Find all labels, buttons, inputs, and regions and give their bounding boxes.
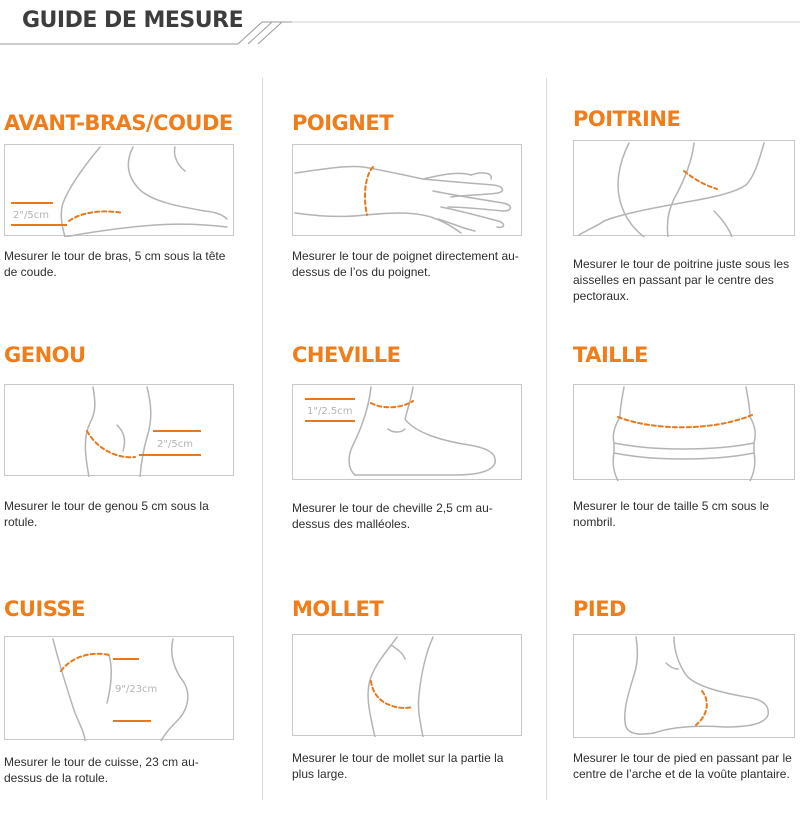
section-title: POITRINE <box>573 107 681 131</box>
section-chest <box>573 106 800 346</box>
section-title: PIED <box>573 597 626 621</box>
knee-illustration <box>4 384 234 476</box>
section-description: Mesurer le tour de cuisse, 23 cm au-dessus de la rotule. <box>4 755 199 785</box>
thigh-measure-label: 9"/23cm <box>115 684 158 695</box>
section-waist <box>573 342 800 582</box>
forearm-illustration <box>4 144 234 236</box>
waist-illustration <box>573 384 795 480</box>
section-ankle <box>292 342 532 582</box>
section-description: Mesurer le tour de bras, 5 cm sous la tête de coude. <box>4 249 226 279</box>
section-calf <box>292 596 532 836</box>
section-description: Mesurer le tour de taille 5 cm sous le nombril. <box>573 499 770 529</box>
calf-illustration <box>292 634 522 736</box>
ankle-measure-label: 1"/2.5cm <box>307 406 353 417</box>
header <box>0 0 800 50</box>
section-description: Mesurer le tour de genou 5 cm sous la rotule. <box>4 499 209 529</box>
page-title: GUIDE DE MESURE <box>22 8 244 33</box>
section-description: Mesurer le tour de poitrine juste sous les aisselles en passant par le centre des pectoraux. <box>573 257 790 303</box>
section-thigh <box>4 596 244 836</box>
ankle-illustration <box>292 384 522 480</box>
section-knee <box>4 342 244 582</box>
foot-illustration <box>573 634 795 738</box>
section-foot <box>573 596 800 836</box>
section-title: AVANT-BRAS/COUDE <box>4 111 233 135</box>
column-divider <box>546 78 547 800</box>
section-title: TAILLE <box>573 343 648 367</box>
chest-illustration <box>573 140 795 236</box>
section-description: Mesurer le tour de poignet directement au-dessus de l’os du poignet. <box>292 249 519 279</box>
forearm-measure-label: 2"/5cm <box>13 210 49 221</box>
section-title: MOLLET <box>292 597 384 621</box>
knee-measure-label: 2"/5cm <box>157 439 193 450</box>
section-description: Mesurer le tour de pied en passant par le centre de l’arche et de la voûte plantaire. <box>573 751 792 781</box>
section-title: POIGNET <box>292 111 394 135</box>
section-description: Mesurer le tour de cheville 2,5 cm au-dessus des malléoles. <box>292 501 493 531</box>
section-title: CHEVILLE <box>292 343 401 367</box>
section-forearm <box>4 110 244 350</box>
section-wrist <box>292 110 532 350</box>
wrist-illustration <box>292 144 522 236</box>
column-divider <box>262 78 263 800</box>
section-description: Mesurer le tour de mollet sur la partie la plus large. <box>292 751 504 781</box>
section-title: GENOU <box>4 343 86 367</box>
section-title: CUISSE <box>4 597 85 621</box>
thigh-illustration <box>4 636 234 740</box>
